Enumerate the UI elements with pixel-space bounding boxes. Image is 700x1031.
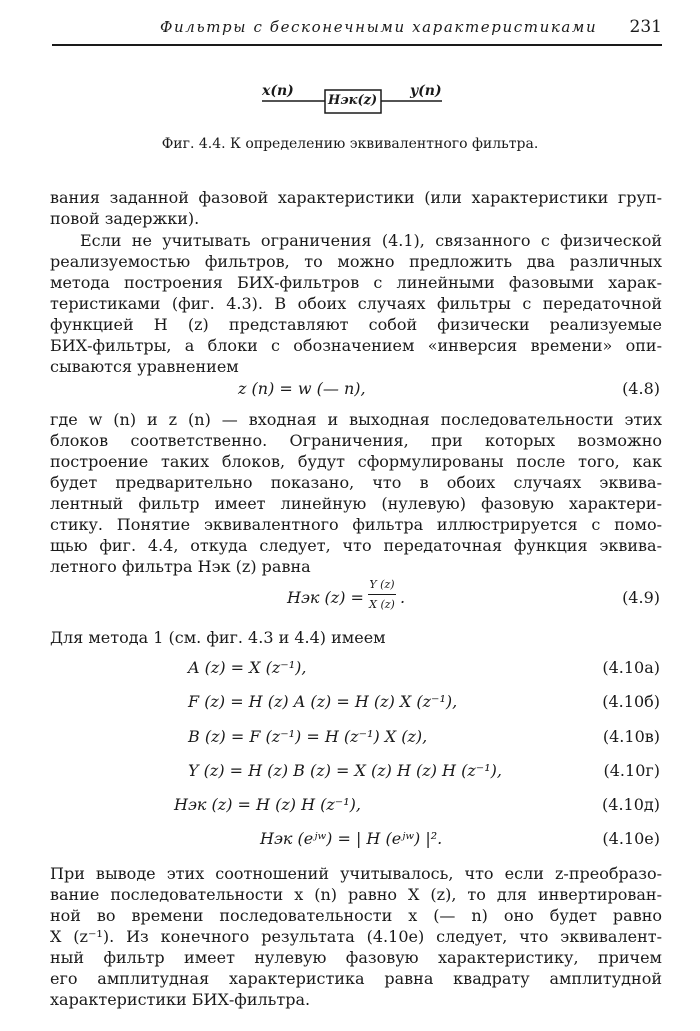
equation-4-9-tail: .: [400, 588, 406, 607]
equation-4-10d: Hэк (z) = H (z) H (z⁻¹),: [174, 795, 361, 814]
text-line: характеристики БИХ-фильтра.: [50, 990, 311, 1009]
text-line: где w (n) и z (n) — входная и выходная последовательности этих: [50, 410, 662, 429]
equation-4-9-lhs: Hэк (z) =: [287, 588, 364, 607]
text-line: вания заданной фазовой характеристики (или характеристики груп-: [50, 188, 662, 207]
fraction-numerator: Y (z): [369, 578, 395, 591]
equation-number: (4.10г): [603, 761, 660, 780]
equation-number: (4.10е): [602, 829, 660, 848]
page-number: 231: [629, 17, 662, 37]
equation-4-10g: Y (z) = H (z) B (z) = X (z) H (z) H (z⁻¹),: [188, 761, 502, 780]
text-line: повой задержки).: [50, 209, 200, 228]
equation-4-10v: B (z) = F (z⁻¹) = H (z⁻¹) X (z),: [188, 727, 428, 746]
text-line: построение таких блоков, будут сформулированы после того, как: [50, 452, 662, 471]
text-line: его амплитудная характеристика равна квадрату амплитудной: [50, 969, 662, 988]
equation-number: (4.10в): [602, 727, 660, 746]
text-line: блоков соответственно. Ограничения, при которых возможно: [50, 431, 662, 450]
text-line: функцией H (z) представляют собой физически реализуемые: [50, 315, 662, 334]
text-line: При выводе этих соотношений учитывалось, что если z-преобразо-: [50, 864, 662, 883]
input-label: x(n): [262, 83, 294, 99]
equation-4-10e: Hэк (eʲʷ) = | H (eʲʷ) |².: [260, 829, 443, 848]
text-line: будет предварительно показано, что в обоих случаях эквива-: [50, 473, 662, 492]
running-header: [52, 14, 662, 46]
equation-4-10b: F (z) = H (z) A (z) = H (z) X (z⁻¹),: [188, 692, 458, 711]
equation-number: (4.9): [622, 588, 660, 607]
text-line: ный фильтр имеет нулевую фазовую характеристику, причем: [50, 948, 662, 967]
equation-4-8: z (n) = w (— n),: [238, 379, 366, 398]
text-line: Если не учитывать ограничения (4.1), связанного с физической: [80, 231, 662, 250]
text-line: метода построения БИХ-фильтров с линейными фазовыми харак-: [50, 273, 662, 292]
fraction-denominator: X (z): [369, 598, 395, 611]
text-line: вание последовательности x (n) равно X (z), то для инвертирован-: [50, 885, 662, 904]
text-line: теристиками (фиг. 4.3). В обоих случаях фильтры с передаточной: [50, 294, 662, 313]
text-line: ной во времени последовательности x (— n) оно будет равно: [50, 906, 662, 925]
text-line: летного фильтра Hэк (z) равна: [50, 557, 311, 576]
text-line: реализуемостью фильтров, то можно предложить два различных: [50, 252, 662, 271]
equation-number: (4.10а): [602, 658, 660, 677]
block-label: Hэк(z): [328, 93, 378, 108]
figure-4-4: [0, 80, 700, 122]
fraction-bar: [368, 594, 396, 595]
text-line: X (z⁻¹). Из конечного результата (4.10е) следует, что эквивалент-: [50, 927, 662, 946]
figure-caption: Фиг. 4.4. К определению эквивалентного фильтра.: [161, 136, 539, 152]
text-line: Для метода 1 (см. фиг. 4.3 и 4.4) имеем: [50, 628, 386, 647]
equation-number: (4.10д): [602, 795, 660, 814]
equation-number: (4.8): [622, 379, 660, 398]
text-line: БИХ-фильтры, а блоки с обозначением «инверсия времени» опи-: [50, 336, 662, 355]
text-line: сываются уравнением: [50, 357, 239, 376]
output-label: y(n): [410, 83, 442, 99]
equation-4-10a: A (z) = X (z⁻¹),: [188, 658, 307, 677]
text-line: лентный фильтр имеет линейную (нулевую) фазовую характери-: [50, 494, 662, 513]
text-line: щью фиг. 4.4, откуда следует, что передаточная функция эквива-: [50, 536, 662, 555]
equation-number: (4.10б): [602, 692, 660, 711]
running-title: Фильтры с бесконечными характеристиками: [160, 18, 598, 36]
text-line: стику. Понятие эквивалентного фильтра иллюстрируется с помо-: [50, 515, 662, 534]
